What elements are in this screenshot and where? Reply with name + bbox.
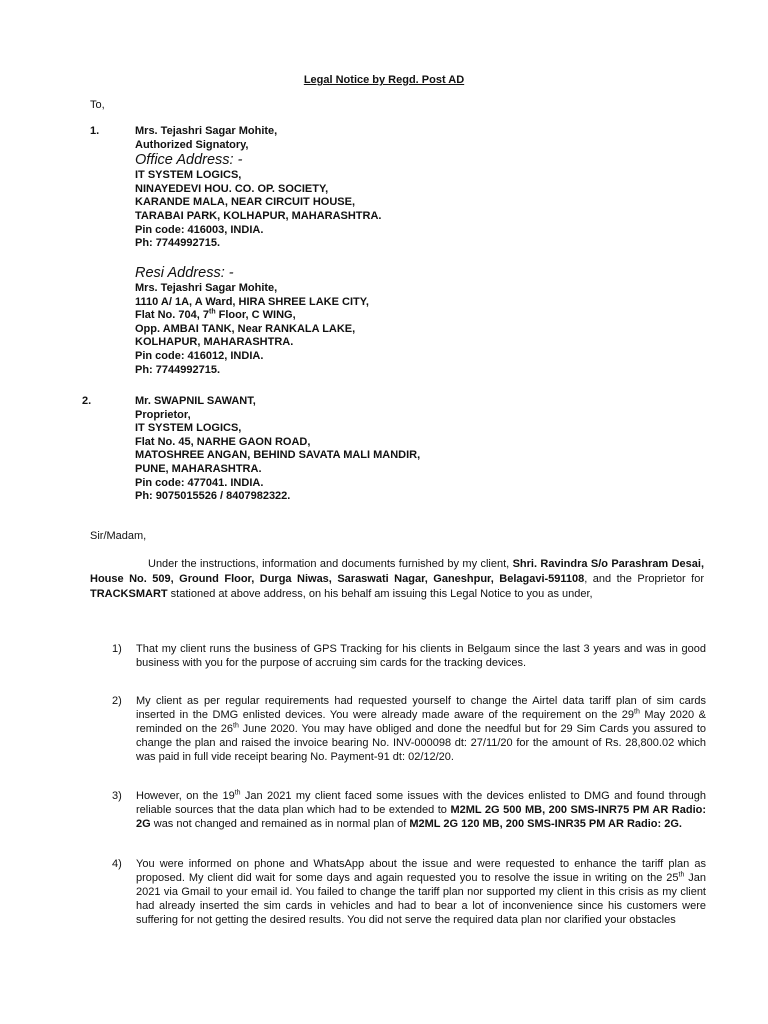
item-3-text: However, on the 19th Jan 2021 my client faced some issues with the devices enlisted to DMG and found through reliable sources that the data plan which had to be extended to M2ML 2G 500 MB, 200 SMS-INR75 PM AR Radio: 2G was not changed and remained as in normal plan of M2ML 2G 120 MB, 200 SMS-INR35 PM AR Radio: 2G.: [136, 789, 707, 830]
item-1-text: That my client runs the business of GPS Tracking for his clients in Belgaum since the last 3 years and was in good business with you for the purpose of accruing sim cards for the tracking devices.: [136, 643, 706, 669]
office-address-line: KARANDE MALA, NEAR CIRCUIT HOUSE,: [135, 196, 355, 209]
item-4-number: 4): [112, 858, 122, 870]
resi-address-line: 1110 A/ 1A, A Ward, HIRA SHREE LAKE CITY,: [135, 295, 369, 308]
addressee-2-line: IT SYSTEM LOGICS,: [135, 422, 242, 435]
item-3-number: 3): [112, 790, 122, 802]
office-address-line: IT SYSTEM LOGICS,: [135, 169, 242, 182]
item-1-number: 1): [112, 643, 122, 655]
document-title: Legal Notice by Regd. Post AD: [303, 74, 465, 86]
office-address-line: NINAYEDEVI HOU. CO. OP. SOCIETY,: [135, 182, 329, 195]
addressee-2-line: Pin code: 477041. INDIA.: [135, 476, 264, 489]
addressee-1-number: 1.: [90, 125, 100, 137]
resi-address-block: [135, 265, 369, 377]
item-2-number: 2): [112, 695, 122, 707]
to-line: To,: [90, 99, 105, 111]
addressee-2-line: Proprietor,: [135, 408, 191, 421]
intro-paragraph: Under the instructions, information and documents furnished by my client, Shri. Ravindra S/o Parashram Desai, House No. 509, Ground Floor, Durga Niwas, Saraswati Nagar, Ganeshpur, Belagavi-591108, and the Proprietor for TRACKSMART stationed at above address, on his behalf am issuing this Legal Notice to you as under,: [90, 558, 705, 601]
office-address-line: TARABAI PARK, KOLHAPUR, MAHARASHTRA.: [135, 209, 382, 222]
addressee-2-line: MATOSHREE ANGAN, BEHIND SAVATA MALI MANDIR,: [135, 449, 421, 462]
salutation: Sir/Madam,: [90, 530, 147, 542]
addressee-2-line: PUNE, MAHARASHTRA.: [135, 462, 262, 475]
office-address-line: Ph: 7744992715.: [135, 237, 221, 250]
resi-address-line: Flat No. 704, 7th Floor, C WING,: [135, 308, 296, 322]
resi-address-line: Pin code: 416012, INDIA.: [135, 349, 264, 362]
addressee-2-block: [135, 395, 420, 504]
addressee-2-line: Flat No. 45, NARHE GAON ROAD,: [135, 435, 311, 448]
item-4-text: You were informed on phone and WhatsApp about the issue and were requested to enhance the tariff plan as proposed. My client did wait for some days and again requested you to resolve the issue in writing on the 25th Jan 2021 via Gmail to your email id. You failed to change the tariff plan nor supported my client in this crisis as my client had already inserted the sim cards in vehicles and had to bear a lot of inconvenience since his customers were suffering for not getting the desired results. You did not serve the required data plan nor clarified your obstacles: [136, 858, 706, 926]
addressee-1-block: [135, 125, 381, 251]
addressee-1-name: Mrs. Tejashri Sagar Mohite,: [135, 125, 278, 137]
addressee-1-role: Authorized Signatory,: [135, 138, 249, 151]
addressee-2-line: Ph: 9075015526 / 8407982322.: [135, 490, 291, 503]
office-address-line: Pin code: 416003, INDIA.: [135, 223, 264, 236]
resi-address-line: Mrs. Tejashri Sagar Mohite,: [135, 282, 278, 294]
resi-address-line: Opp. AMBAI TANK, Near RANKALA LAKE,: [135, 322, 356, 335]
addressee-2-line: Mr. SWAPNIL SAWANT,: [135, 395, 256, 407]
resi-address-line: Ph: 7744992715.: [135, 363, 221, 376]
item-2-text: My client as per regular requirements had requested yourself to change the Airtel data tariff plan of sim cards inserted in the DMG enlisted devices. You were already made aware of the requirement on the 29th May 2020 & reminded on the 26th June 2020. You may have obliged and done the needful but for 29 Sim Cards you assured to change the plan and raised the invoice bearing No. INV-000098 dt: 27/11/20 for the amount of Rs. 28,800.02 which was paid in full vide receipt bearing No. Payment-91 dt: 02/12/20.: [136, 695, 707, 763]
addressee-2-number: 2.: [82, 395, 92, 407]
office-address-heading: Office Address: -: [135, 152, 243, 169]
resi-address-heading: Resi Address: -: [135, 265, 234, 281]
resi-address-line: KOLHAPUR, MAHARASHTRA.: [135, 336, 294, 349]
